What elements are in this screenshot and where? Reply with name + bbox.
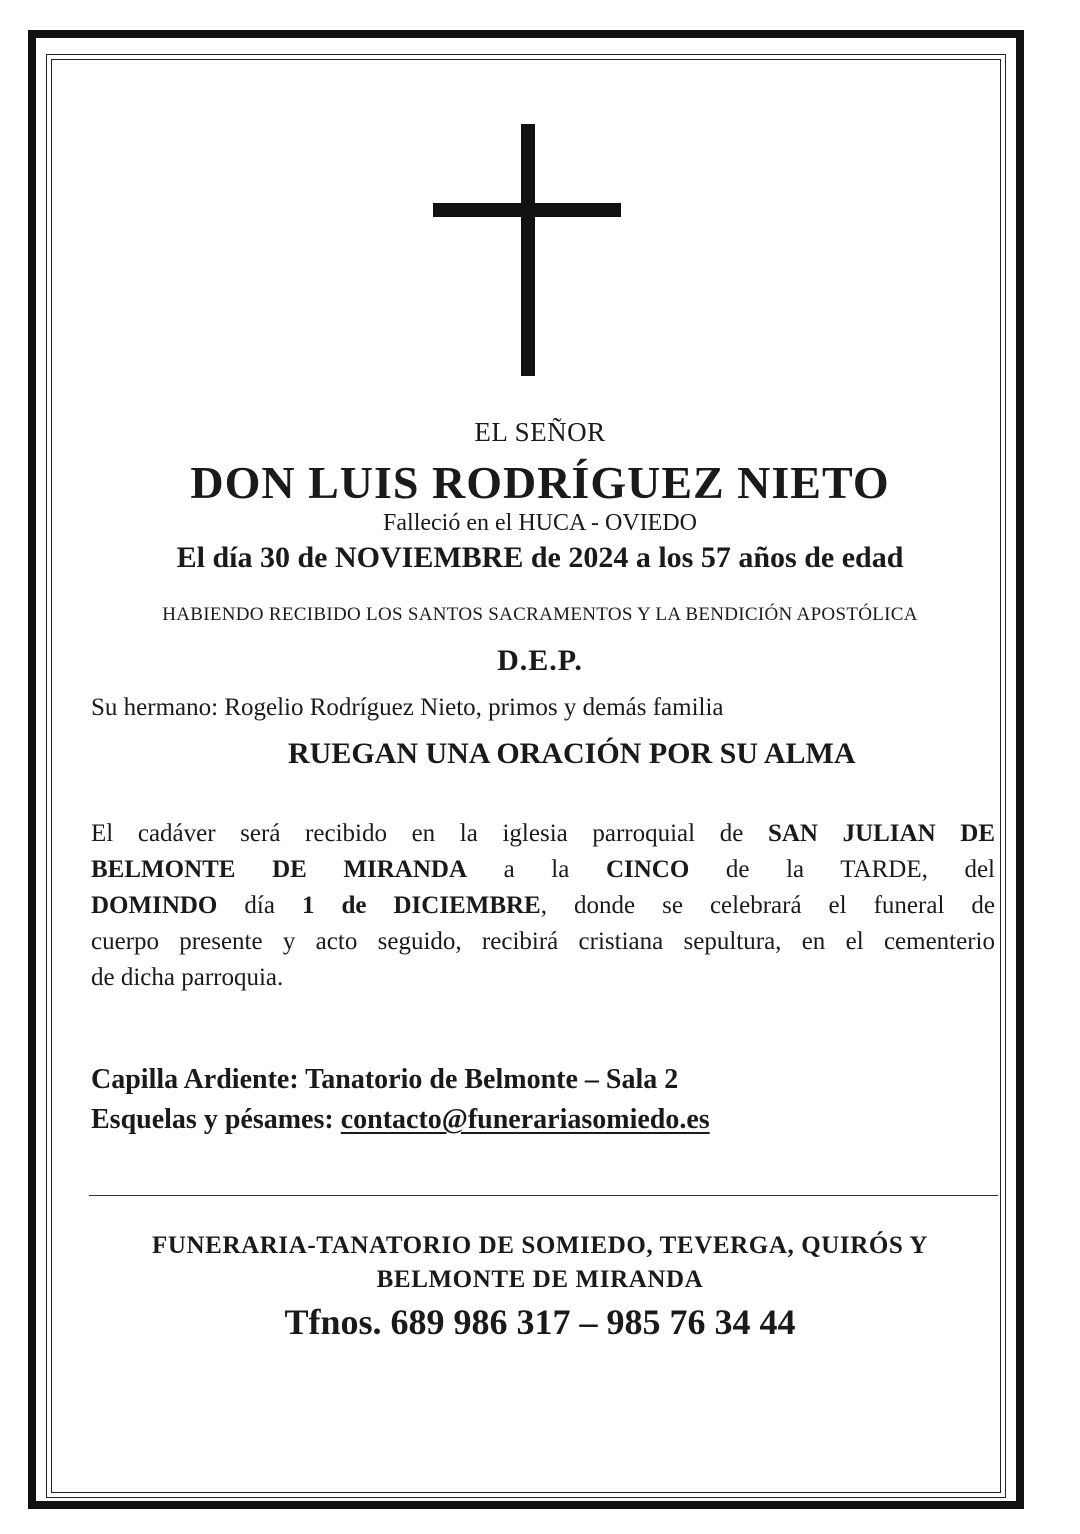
ceremony-line-5: de dicha parroquia. bbox=[91, 964, 284, 991]
ceremony-line-1 bbox=[91, 816, 995, 852]
ceremony-text: de la TARDE, del bbox=[689, 856, 995, 883]
family-line: Su hermano: Rogelio Rodríguez Nieto, primos y demás familia bbox=[91, 694, 724, 721]
ceremony-time: CINCO bbox=[605, 856, 690, 883]
ceremony-paragraph bbox=[91, 816, 995, 996]
ceremony-date: 1 de DICIEMBRE bbox=[301, 892, 541, 919]
contact-email-link[interactable]: contacto@funerariasomiedo.es bbox=[340, 1104, 710, 1135]
capilla-ardiente: Capilla Ardiente: Tanatorio de Belmonte – Sala 2 bbox=[91, 1064, 679, 1095]
cross-horizontal-bar bbox=[433, 203, 621, 217]
dep-abbreviation: D.E.P. bbox=[497, 644, 583, 677]
ceremony-weekday: DOMINDO bbox=[91, 892, 218, 919]
date-and-age: El día 30 de NOVIEMBRE de 2024 a los 57 años de edad bbox=[176, 541, 904, 574]
funeral-home-name-line-2: BELMONTE DE MIRANDA bbox=[376, 1266, 704, 1293]
ceremony-line-3 bbox=[91, 888, 995, 924]
sacraments-line: HABIENDO RECIBIDO LOS SANTOS SACRAMENTOS Y LA BENDICIÓN APOSTÓLICA bbox=[162, 604, 918, 625]
footer-divider bbox=[89, 1195, 998, 1196]
ceremony-text: , donde se celebrará el funeral de bbox=[540, 892, 995, 919]
ceremony-line-2 bbox=[91, 852, 995, 888]
phone-numbers: Tfnos. 689 986 317 – 985 76 34 44 bbox=[284, 1302, 796, 1342]
honorific: EL SEÑOR bbox=[474, 417, 606, 447]
deceased-name: DON LUIS RODRÍGUEZ NIETO bbox=[190, 457, 890, 508]
church-location: BELMONTE DE MIRANDA bbox=[91, 856, 467, 883]
ceremony-text: El cadáver será recibido en la iglesia parroquial de bbox=[91, 820, 768, 847]
funeral-home-name-line-1: FUNERARIA-TANATORIO DE SOMIEDO, TEVERGA, QUIRÓS Y bbox=[151, 1232, 929, 1259]
ceremony-line-4: cuerpo presente y acto seguido, recibirá cristiana sepultura, en el cementerio bbox=[91, 928, 995, 955]
ceremony-text: día bbox=[217, 892, 302, 919]
ceremony-text: a la bbox=[467, 856, 606, 883]
condolences-label: Esquelas y pésames: bbox=[91, 1104, 341, 1135]
prayer-request: RUEGAN UNA ORACIÓN POR SU ALMA bbox=[288, 737, 856, 770]
cross-vertical-bar bbox=[521, 124, 535, 376]
church-name: SAN JULIAN DE bbox=[767, 820, 995, 847]
condolences-line bbox=[91, 1104, 710, 1136]
place-of-death: Falleció en el HUCA - OVIEDO bbox=[383, 510, 697, 536]
